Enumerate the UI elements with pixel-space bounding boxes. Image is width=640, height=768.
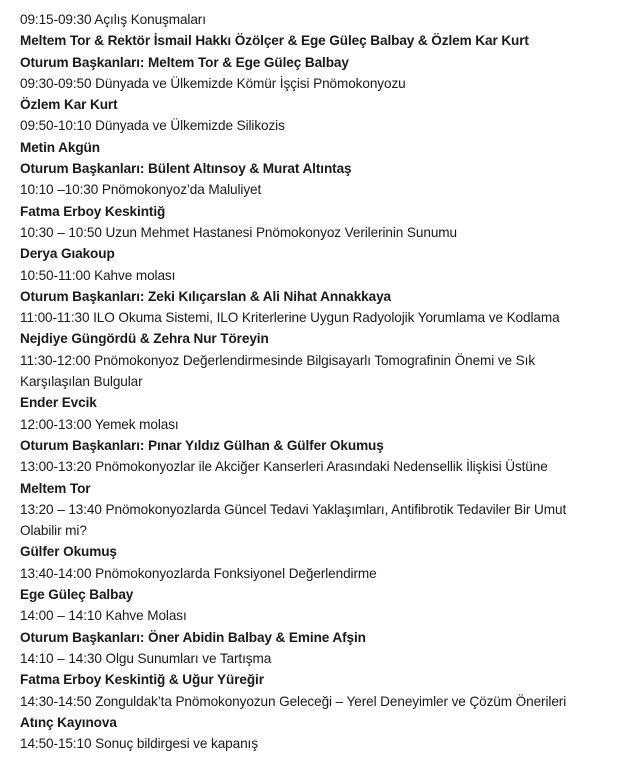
session-line: 11:30-12:00 Pnömokonyoz Değerlendirmesinde Bilgisayarlı Tomografinin Önemi ve Sık Karşılaşılan Bulgular [20,352,536,390]
speaker-or-chair-line: Fatma Erboy Keskintiğ & Uğur Yüreğir [20,672,264,688]
session-line: 14:50-15:10 Sonuç bildirgesi ve kapanış [20,736,258,752]
session-line: 10:30 – 10:50 Uzun Mehmet Hastanesi Pnömokonyoz Verilerinin Sunumu [20,224,457,240]
session-line: 10:10 –10:30 Pnömokonyoz’da Maluliyet [20,182,262,198]
speaker-or-chair-line: Meltem Tor & Rektör İsmail Hakkı Özölçer & Ege Güleç Balbay & Özlem Kar Kurt [20,33,529,49]
speaker-or-chair-line: Gülfer Okumuş [20,544,117,560]
speaker-or-chair-line: Özlem Kar Kurt [20,97,118,113]
speaker-or-chair-line: Oturum Başkanları: Bülent Altınsoy & Murat Altıntaş [20,161,352,177]
speaker-or-chair-line: Ender Evcik [20,395,97,411]
session-line: 13:40-14:00 Pnömokonyozlarda Fonksiyonel Değerlendirme [20,565,377,581]
speaker-or-chair-line: Oturum Başkanları: Öner Abidin Balbay & Emine Afşin [20,629,366,645]
speaker-or-chair-line: Atınç Kayınova [20,714,117,730]
session-line: 09:30-09:50 Dünyada ve Ülkemizde Kömür İşçisi Pnömokonyozu [20,75,406,91]
speaker-or-chair-line: Oturum Başkanları: Zeki Kılıçarslan & Ali Nihat Annakkaya [20,288,392,304]
session-line: 14:30-14:50 Zonguldak’ta Pnömokonyozun Geleceği – Yerel Deneyimler ve Çözüm Önerileri [20,693,567,709]
speaker-or-chair-line: Ege Güleç Balbay [20,587,134,603]
speaker-or-chair-line: Derya Gıakoup [20,246,115,262]
session-line: 13:20 – 13:40 Pnömokonyozlarda Güncel Tedavi Yaklaşımları, Antifibrotik Tedaviler Bir Umut Olabilir mi? [20,501,567,539]
speaker-or-chair-line: Nejdiye Güngördü & Zehra Nur Töreyin [20,331,269,347]
session-line: 10:50-11:00 Kahve molası [20,267,176,283]
session-line: 09:15-09:30 Açılış Konuşmaları [20,12,206,27]
session-line: 14:10 – 14:30 Olgu Sunumları ve Tartışma [20,650,272,666]
speaker-or-chair-line: Meltem Tor [20,480,91,496]
session-line: 09:50-10:10 Dünyada ve Ülkemizde Silikozis [20,118,285,134]
session-line: 12:00-13:00 Yemek molası [20,416,179,432]
speaker-or-chair-line: Oturum Başkanları: Pınar Yıldız Gülhan & Gülfer Okumuş [20,437,384,453]
speaker-or-chair-line: Oturum Başkanları: Meltem Tor & Ege Güleç Balbay [20,54,349,70]
speaker-or-chair-line: Metin Akgün [20,139,100,155]
session-line: 11:00-11:30 ILO Okuma Sistemi, ILO Kriterlerine Uygun Radyolojik Yorumlama ve Kodlama [20,310,560,326]
speaker-or-chair-line: Fatma Erboy Keskintiğ [20,203,166,219]
session-line: 14:00 – 14:10 Kahve Molası [20,608,187,624]
session-line: 13:00-13:20 Pnömokonyozlar ile Akciğer Kanserleri Arasındaki Nedensellik İlişkisi Üstüne [20,459,548,475]
